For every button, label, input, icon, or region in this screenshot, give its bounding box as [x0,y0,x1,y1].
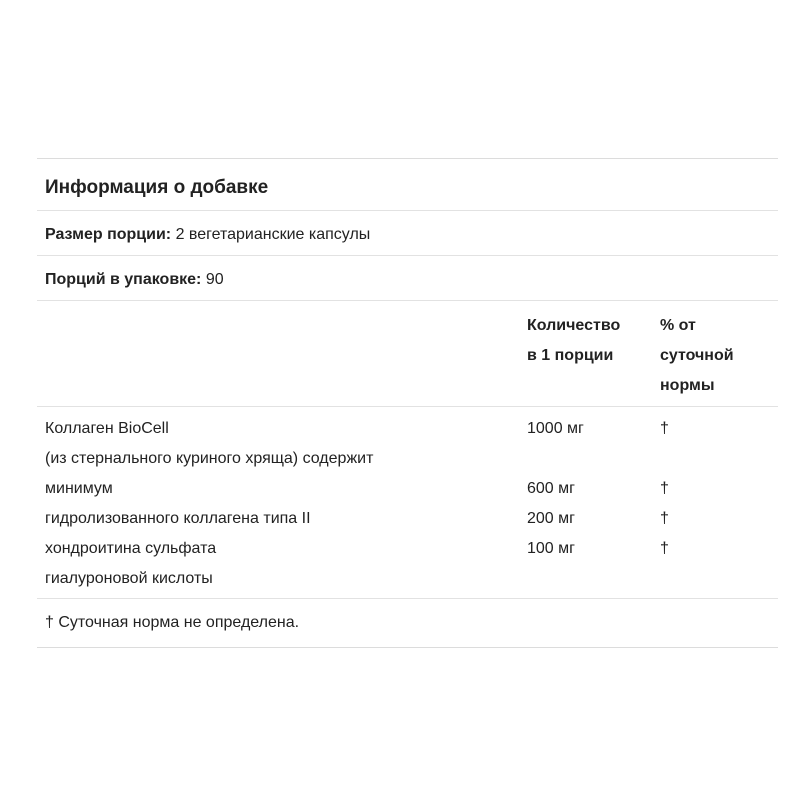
serving-size-row [37,211,778,256]
servings-per-container-label: Порций в упаковке: [45,271,202,288]
servings-per-container-value: 90 [205,271,224,288]
daily-value-column-header: % от суточной нормы [660,317,734,394]
ingredient-line: гиалуроновой кислоты [45,570,213,587]
ingredient-line: (из стернального куриного хряща) содержит [45,450,374,467]
ingredient-line: хондроитина сульфата [45,540,217,557]
ingredient-daily-value: † [660,420,669,437]
serving-size-label: Размер порции: [45,226,172,243]
column-header-row [37,301,778,407]
serving-size-value: 2 вегетарианские капсулы [175,226,371,243]
ingredient-daily-value: † [660,480,669,497]
footnote: † Суточная норма не определена. [45,614,300,631]
facts-title: Информация о добавке [37,159,778,211]
ingredient-line: гидролизованного коллагена типа II [45,510,311,527]
ingredient-amount: 600 мг [527,480,575,497]
ingredient-amount: 1000 мг [527,420,584,437]
servings-per-container-row [37,256,778,301]
ingredient-amount: 200 мг [527,510,575,527]
ingredient-line: минимум [45,480,113,497]
amount-column-header: Количество в 1 порции [527,317,621,364]
ingredient-daily-value: † [660,540,669,557]
ingredient-daily-value: † [660,510,669,527]
supplement-facts-table [37,158,778,648]
ingredient-line: Коллаген BioCell [45,420,169,437]
ingredient-amount: 100 мг [527,540,575,557]
ingredients-block [37,407,778,599]
